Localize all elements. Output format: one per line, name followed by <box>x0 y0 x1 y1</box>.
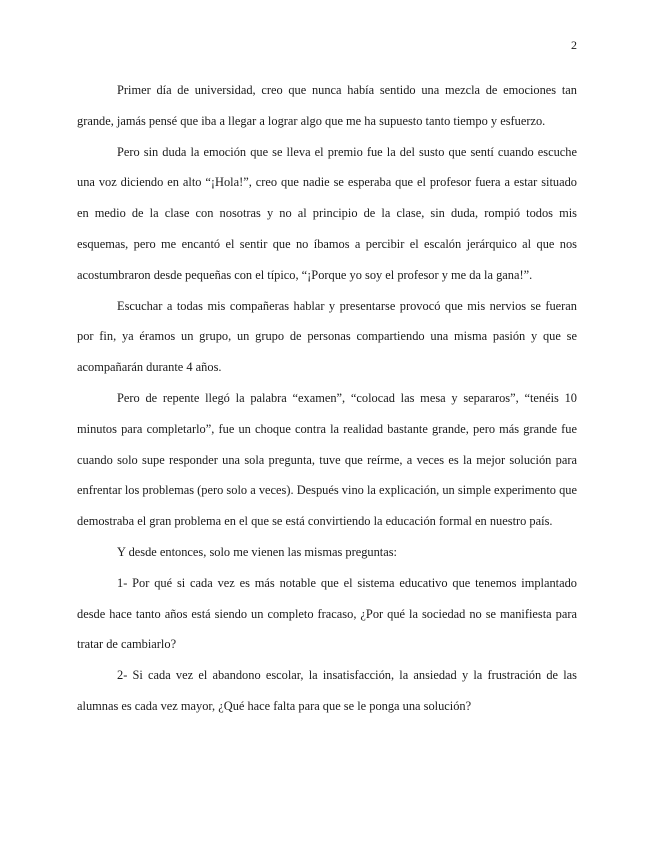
page-number: 2 <box>571 38 577 52</box>
paragraph-exam: Pero de repente llegó la palabra “examen”, “colocad las mesa y separaros”, “tenéis 10 minutos para completarlo”, fue un choque contra la realidad bastante grande, pero más grande fue cuando solo supe responder una sola pregunta, tuve que reírme, a veces es la mejor solución para enfrentar los problemas (pero solo a veces). Después vino la explicación, un simple experimento que demostraba el gran problema en el que se está convirtiendo la educación formal en nuestro país. <box>77 390 577 529</box>
paragraph-first-day: Primer día de universidad, creo que nunca había sentido una mezcla de emociones tan grande, jamás pensé que iba a llegar a lograr algo que me ha supuesto tanto tiempo y esfuerzo. <box>77 83 577 128</box>
paragraph-classmates: Escuchar a todas mis compañeras hablar y presentarse provocó que mis nervios se fueran por fin, ya éramos un grupo, un grupo de personas compartiendo una misma pasión y que se acompañarán durante 4 años. <box>77 298 577 375</box>
paragraph-hola: Pero sin duda la emoción que se lleva el premio fue la del susto que sentí cuando escuche una voz diciendo en alto “¡Hola!”, creo que nadie se esperaba que el profesor fuera a estar situado en medio de la clase con nosotras y no al principio de la clase, sin duda, rompió todos mis esquemas, pero me encantó el sentir que no íbamos a percibir el escalón jerárquico al que nos acostumbraron desde pequeñas con el típico, “¡Porque yo soy el profesor y me da la gana!”. <box>77 144 577 282</box>
paragraph-questions-intro: Y desde entonces, solo me vienen las mismas preguntas: <box>117 544 397 559</box>
paragraph-question-2: 2- Si cada vez el abandono escolar, la insatisfacción, la ansiedad y la frustración de las alumnas es cada vez mayor, ¿Qué hace falta para que se le ponga una solución? <box>77 668 577 713</box>
paragraph-question-1: 1- Por qué si cada vez es más notable que el sistema educativo que tenemos implantado desde hace tanto años está siendo un completo fracaso, ¿Por qué la sociedad no se manifiesta para tratar de cambiarlo? <box>77 575 577 652</box>
document-body <box>77 75 577 722</box>
